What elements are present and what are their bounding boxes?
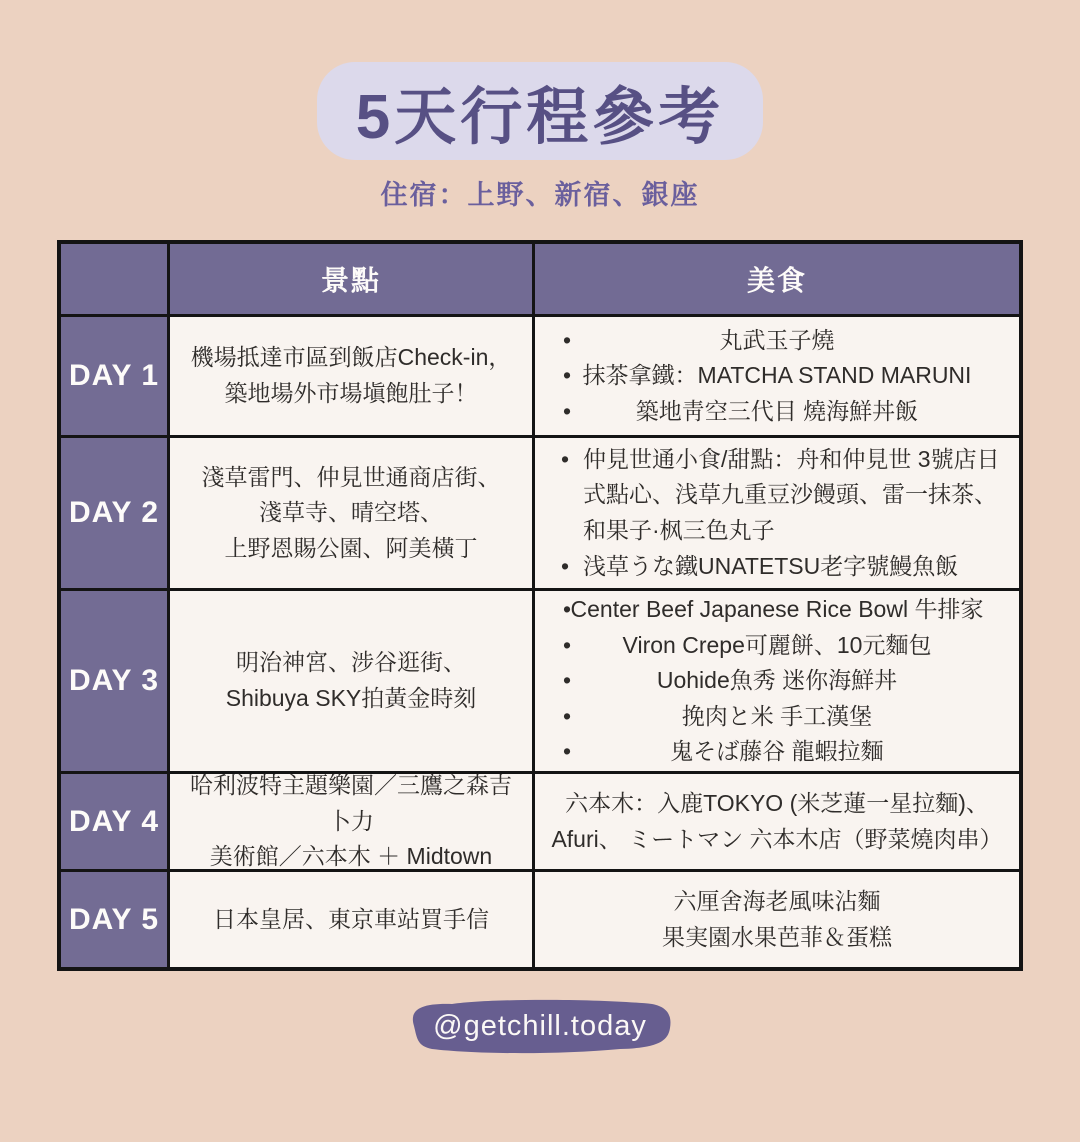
attractions-cell — [170, 774, 532, 869]
attraction-line: 美術館／六本木 ＋ Midtown — [209, 843, 493, 870]
food-item-text: Viron Crepe可麗餅、10元麵包 — [622, 631, 932, 658]
footer — [0, 996, 1080, 1056]
food-item-text: 丸武玉子燒 — [719, 326, 835, 353]
attractions-cell — [170, 591, 532, 771]
food-cell — [535, 438, 1019, 588]
food-item — [549, 628, 1005, 664]
footer-blob — [404, 996, 676, 1056]
attraction-line: 淺草雷門、仲見世通商店街、 — [201, 463, 501, 490]
food-item — [549, 699, 1005, 735]
page-title: 5天行程參考 — [355, 82, 725, 152]
food-item — [549, 358, 1005, 394]
itinerary-table — [57, 240, 1023, 971]
food-item-text: 浅草うな鐵UNATETSU老字號鰻魚飯 — [583, 552, 959, 579]
bullet-icon: • — [563, 397, 572, 424]
day-cell: DAY 1 — [61, 317, 167, 435]
bullet-icon: • — [563, 738, 572, 765]
food-cell — [535, 317, 1019, 435]
bullet-icon: • — [563, 326, 572, 353]
bullet-icon: • — [561, 445, 570, 472]
food-item-text: 築地靑空三代目 燒海鮮丼飯 — [635, 397, 919, 424]
attraction-line: 明治神宮、涉谷逛街、 — [236, 649, 466, 676]
food-item — [557, 549, 1001, 585]
food-item-text: 鬼そば藤谷 龍蝦拉麵 — [670, 738, 884, 765]
title-pill — [317, 62, 763, 160]
food-item-text: Uohide魚秀 迷你海鮮丼 — [656, 667, 898, 694]
food-item — [549, 323, 1005, 359]
food-item-text: 仲見世通小食/甜點：舟和仲見世 3號店日式點心、浅草九重豆沙饅頭、雷一抹茶、和果子·枫三色丸子 — [583, 445, 1000, 543]
attraction-line: 日本皇居、東京車站買手信 — [213, 905, 489, 932]
day-cell: DAY 4 — [61, 774, 167, 869]
food-item-text: Center Beef Japanese Rice Bowl 牛排家 — [570, 595, 984, 622]
food-item — [549, 734, 1005, 770]
header-cell-empty — [61, 244, 167, 314]
attraction-line: 上野恩賜公園、阿美橫丁 — [224, 534, 478, 561]
bullet-icon: • — [563, 702, 572, 729]
bullet-icon: • — [563, 667, 572, 694]
food-cell — [535, 774, 1019, 869]
infographic-page — [0, 62, 1080, 1142]
food-item — [557, 442, 1001, 549]
attraction-line: 築地場外市場塡飽肚子！ — [224, 380, 478, 406]
bullet-icon: • — [561, 552, 570, 579]
food-item — [549, 663, 1005, 699]
food-line: 六厘舍海老風味沾麵 — [673, 887, 881, 914]
day-cell: DAY 2 — [61, 438, 167, 588]
food-cell — [535, 872, 1019, 967]
header-cell-food: 美食 — [535, 244, 1019, 314]
header-cell-attractions: 景點 — [170, 244, 532, 314]
day-cell: DAY 3 — [61, 591, 167, 771]
attraction-line: 機場抵達市區到飯店Check-in， — [190, 344, 512, 371]
attraction-line: 哈利波特主題樂園／三鷹之森吉卜力 — [190, 772, 512, 834]
food-item — [549, 592, 1005, 628]
food-item-text: 抹茶拿鐵：MATCHA STAND MARUNI — [582, 362, 972, 389]
attractions-cell — [170, 317, 532, 435]
bullet-icon: • — [563, 631, 572, 658]
attractions-cell — [170, 872, 532, 967]
food-item-text: 挽肉と米 手工漢堡 — [681, 702, 873, 729]
attractions-cell — [170, 438, 532, 588]
bullet-icon: • — [563, 595, 572, 622]
food-item — [549, 394, 1005, 430]
food-line: 六本木：入鹿TOKYO (米芝蓮一星拉麵)、Afuri、 ミートマン 六本木店（野菜燒肉串） — [551, 789, 1003, 852]
bullet-icon: • — [563, 362, 572, 389]
subtitle: 住宿：上野、新宿、銀座 — [380, 180, 700, 210]
footer-handle: @getchill.today — [433, 1009, 647, 1042]
attraction-line: 淺草寺、晴空塔、 — [259, 499, 443, 526]
attraction-line: Shibuya SKY拍黃金時刻 — [225, 685, 477, 711]
day-cell: DAY 5 — [61, 872, 167, 967]
food-line: 果実園水果芭菲＆蛋糕 — [662, 923, 892, 950]
food-cell — [535, 591, 1019, 771]
